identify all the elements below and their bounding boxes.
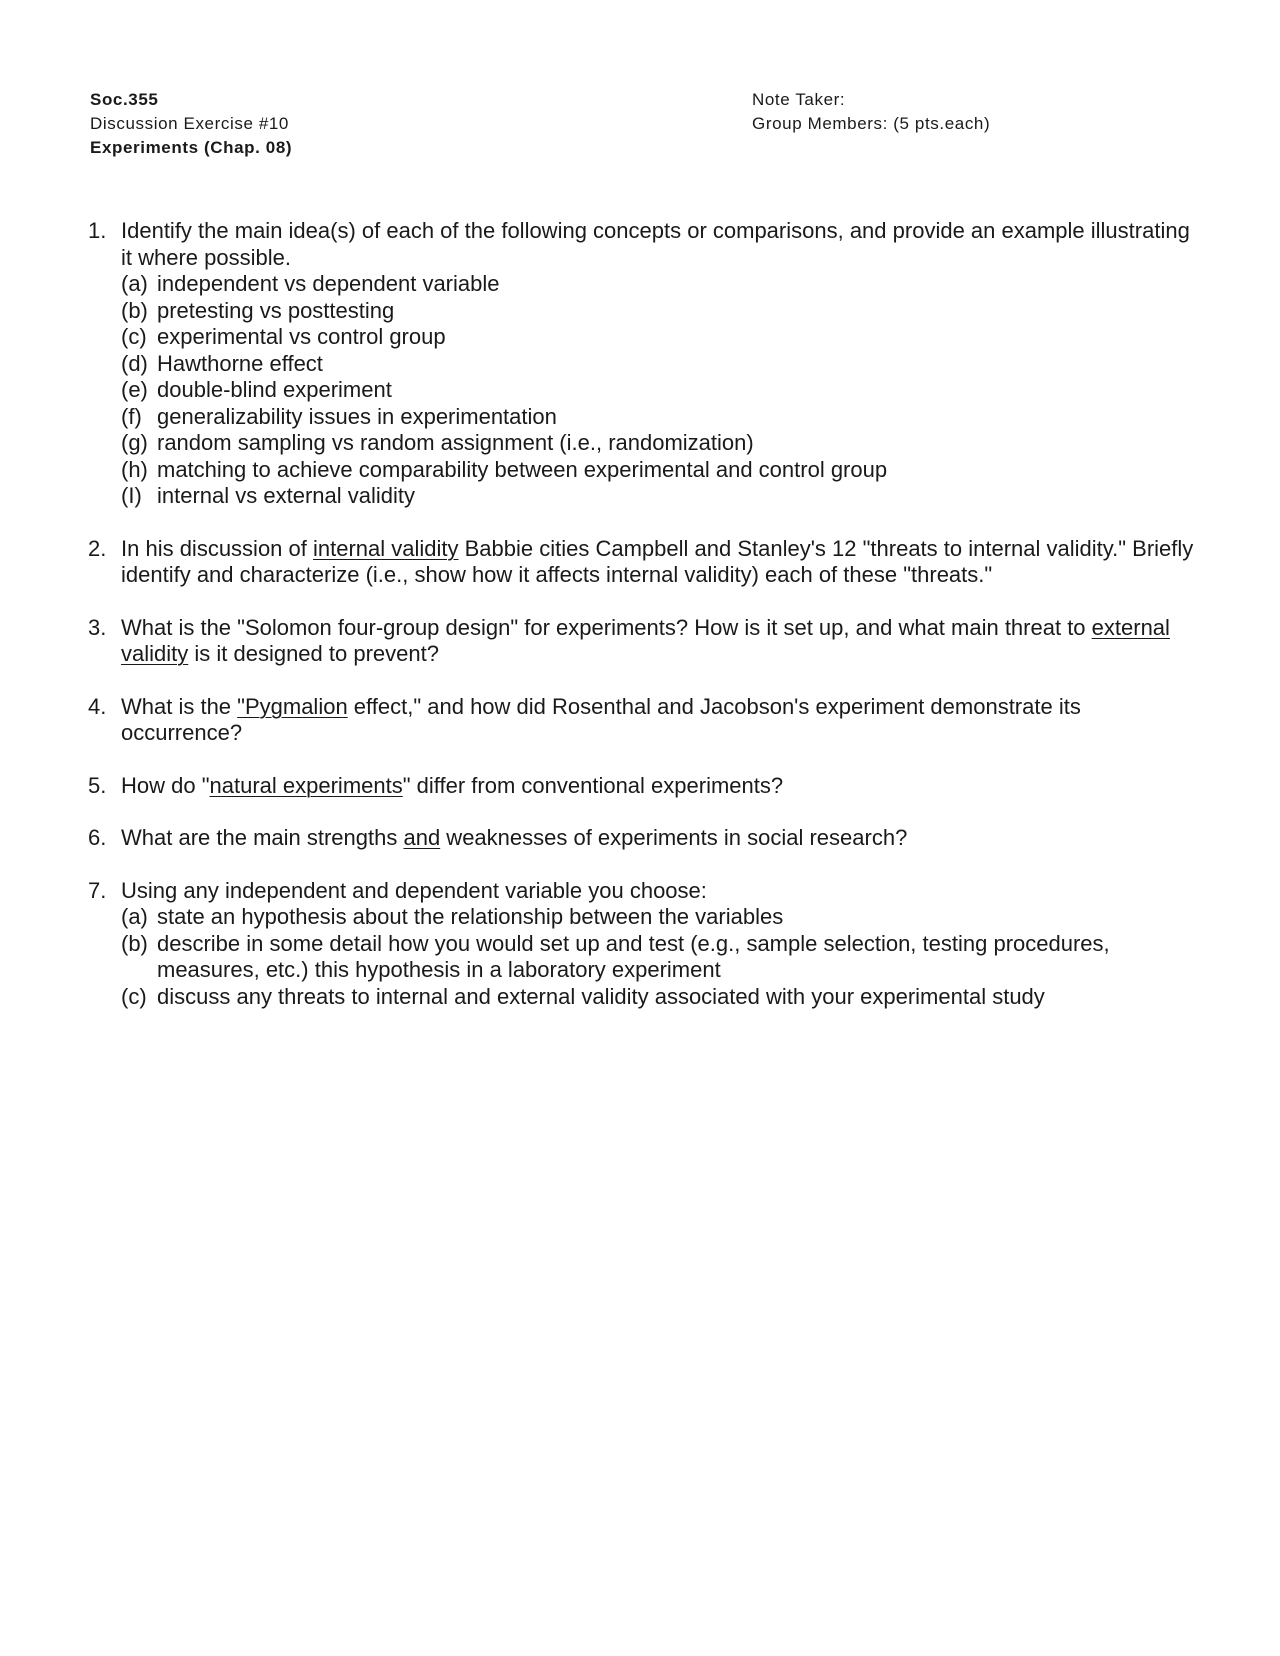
sub-text: pretesting vs posttesting xyxy=(157,297,395,323)
question-number: 2. xyxy=(88,535,107,561)
underlined-term: and xyxy=(403,825,441,850)
question-text xyxy=(121,773,1198,800)
question-number: 1. xyxy=(88,218,107,243)
sub-item xyxy=(121,377,1198,404)
question-text xyxy=(121,694,1198,747)
text-segment: What is the "Solomon four-group design" for experiments? How is it set up, and what main threat to xyxy=(121,614,1092,640)
sub-label: (d) xyxy=(121,350,148,376)
underlined-term: internal validity xyxy=(312,535,459,561)
sub-text: Hawthorne effect xyxy=(157,350,323,376)
question-4 xyxy=(88,694,1198,747)
sub-label: (I) xyxy=(121,483,142,508)
question-list xyxy=(88,218,1198,1036)
sub-text: matching to achieve comparability between experimental and control group xyxy=(157,456,888,482)
sub-text: state an hypothesis about the relationship between the variables xyxy=(157,904,784,929)
question-text xyxy=(121,536,1198,589)
sub-label: (g) xyxy=(121,430,148,455)
question-3 xyxy=(88,615,1198,668)
sub-item xyxy=(121,430,1198,457)
question-number: 3. xyxy=(88,614,107,640)
sub-label: (a) xyxy=(121,904,148,929)
question-6 xyxy=(88,825,1198,852)
exercise-title: Discussion Exercise #10 xyxy=(90,114,289,133)
sub-text: double-blind experiment xyxy=(157,377,392,402)
sub-item xyxy=(121,324,1198,351)
question-number: 5. xyxy=(88,772,107,798)
underlined-term: external validity xyxy=(121,614,1170,666)
text-segment: is it designed to prevent? xyxy=(188,641,439,666)
sub-item xyxy=(121,904,1198,931)
sub-item xyxy=(121,351,1198,378)
topic-title: Experiments (Chap. 08) xyxy=(90,138,293,157)
question-text: Using any independent and dependent variable you choose: xyxy=(121,877,707,903)
question-2 xyxy=(88,536,1198,589)
sub-label: (a) xyxy=(121,271,148,296)
text-segment: In his discussion of xyxy=(121,535,313,561)
question-text xyxy=(121,615,1198,668)
sub-text: independent vs dependent variable xyxy=(157,271,500,296)
document-header-left xyxy=(90,88,292,160)
sub-text: random sampling vs random assignment (i.e., randomization) xyxy=(157,430,754,455)
sub-text: describe in some detail how you would set up and test (e.g., sample selection, testing procedures, measures, etc.) this hypothesis in a laboratory experiment xyxy=(157,930,1110,982)
sub-text: internal vs external validity xyxy=(157,483,416,508)
sub-label: (b) xyxy=(121,930,148,956)
note-taker-label: Note Taker: xyxy=(752,90,846,109)
sub-label: (b) xyxy=(121,297,148,323)
question-7 xyxy=(88,878,1198,1011)
course-code: Soc.355 xyxy=(90,90,159,109)
text-segment: weaknesses of experiments in social research? xyxy=(440,825,908,850)
underlined-term: natural experiments xyxy=(209,772,403,798)
sub-label: (c) xyxy=(121,983,147,1009)
underlined-term: "Pygmalion xyxy=(237,693,348,719)
sub-text: generalizability issues in experimentation xyxy=(157,403,557,429)
question-number: 6. xyxy=(88,825,107,850)
sub-item xyxy=(121,457,1198,484)
question-number: 4. xyxy=(88,693,107,719)
group-members-label: Group Members: (5 pts.each) xyxy=(752,114,991,133)
sub-item xyxy=(121,931,1198,984)
sub-item xyxy=(121,984,1198,1011)
sub-label: (c) xyxy=(121,324,147,349)
sub-label: (e) xyxy=(121,377,148,402)
document-header-right xyxy=(752,88,990,136)
question-text xyxy=(121,825,1198,852)
text-segment: effect," and how did Rosenthal and Jacobson's experiment demonstrate its occurrence? xyxy=(121,693,1081,745)
text-segment: Babbie cities Campbell and Stanley's 12 "threats to internal validity." Briefly identify and characterize (i.e., show how it affects internal validity) each of these "threats." xyxy=(121,535,1194,587)
sub-item xyxy=(121,483,1198,510)
text-segment: What are the main strengths xyxy=(121,825,404,850)
sub-text: experimental vs control group xyxy=(157,324,446,349)
text-segment: What is the xyxy=(121,693,238,719)
question-text: Identify the main idea(s) of each of the following concepts or comparisons, and provide an example illustrating it where possible. xyxy=(121,218,1190,270)
sub-item xyxy=(121,404,1198,431)
sub-item xyxy=(121,271,1198,298)
sub-item xyxy=(121,298,1198,325)
text-segment: " differ from conventional experiments? xyxy=(402,772,784,798)
sub-text: discuss any threats to internal and external validity associated with your experimental study xyxy=(157,983,1045,1009)
question-number: 7. xyxy=(88,877,107,903)
text-segment: How do " xyxy=(121,772,210,798)
sub-label: (f) xyxy=(121,403,142,429)
question-5 xyxy=(88,773,1198,800)
sub-label: (h) xyxy=(121,456,148,482)
question-1 xyxy=(88,218,1198,510)
